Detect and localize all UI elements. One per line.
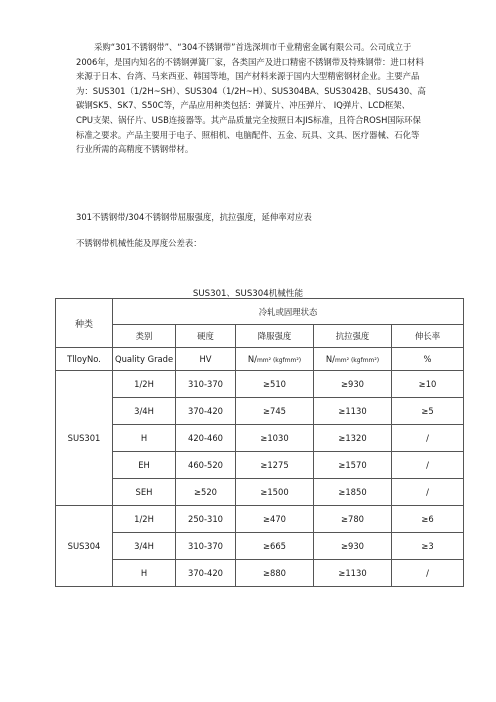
col-header-tensile: 抗拉强度 <box>314 325 392 348</box>
tensile-cell: ≥930 <box>314 371 392 398</box>
hv-cell: 310-370 <box>176 533 236 560</box>
table-row <box>56 452 464 479</box>
table-row <box>56 533 464 560</box>
tensile-cell: ≥1570 <box>314 452 392 479</box>
tensile-cell: ≥1130 <box>314 560 392 587</box>
grade-cell: SEH <box>113 479 176 506</box>
grade-cell: 3/4H <box>113 533 176 560</box>
unit-tensile-cell <box>314 348 392 371</box>
hv-cell: 310-370 <box>176 371 236 398</box>
mechanical-properties-table <box>55 298 464 587</box>
grade-cell: 3/4H <box>113 398 176 425</box>
unit-hv-cell: HV <box>176 348 236 371</box>
tensile-cell: ≥1320 <box>314 425 392 452</box>
unit-elongation-cell: % <box>392 348 464 371</box>
tensile-cell: ≥780 <box>314 506 392 533</box>
table-unit-row <box>56 348 464 371</box>
elongation-cell: / <box>392 560 464 587</box>
table-caption-line: 301不锈钢带/304不锈钢带屈服强度，抗拉强度，延伸率对应表 <box>76 212 312 222</box>
tensile-cell: ≥930 <box>314 533 392 560</box>
yield-cell: ≥510 <box>236 371 314 398</box>
grade-cell: 1/2H <box>113 371 176 398</box>
col-header-hardness: 硬度 <box>176 325 236 348</box>
tensile-cell: ≥1850 <box>314 479 392 506</box>
table-row <box>56 425 464 452</box>
table-row <box>56 479 464 506</box>
col-header-grade: 类别 <box>113 325 176 348</box>
table-row <box>56 398 464 425</box>
yield-cell: ≥470 <box>236 506 314 533</box>
hv-cell: 250-310 <box>176 506 236 533</box>
unit-grade-cell: Quality Grade <box>113 348 176 371</box>
col-header-elongation: 伸长率 <box>392 325 464 348</box>
grade-cell: 1/2H <box>113 506 176 533</box>
yield-cell: ≥1030 <box>236 425 314 452</box>
table-title: SUS301、SUS304机械性能 <box>192 289 304 299</box>
hv-cell: 460-520 <box>176 452 236 479</box>
elongation-cell: / <box>392 452 464 479</box>
yield-cell: ≥665 <box>236 533 314 560</box>
tensile-cell: ≥1130 <box>314 398 392 425</box>
unit-yield-cell <box>236 348 314 371</box>
intro-paragraph: 采购“301不锈钢带”、“304不锈钢带”首选深圳市千业精密金属有限公司。公司成立于2006年，是国内知名的不锈钢弹簧厂家，各类国产及进口精密不锈钢带及特殊钢带：进口材料来源于日本、台湾、马来西亚、韩国等地，国产材料来源于国内大型精密钢材企业。主要产品为：SUS301（1/2H~SH）、SUS304（1/2H~H）、SUS304BA、SUS3042B、SUS430、高碳钢SK5、SK7、S50C等，产品应用种类包括：弹簧片、冲压弹片、 IQ弹片、LCD框架、CPU支架、锅仔片、USB连接器等。其产品质量完全按照日本JIS标准，且符合ROSH国际环保标准之要求。产品主要用于电子、照相机、电脑配件、五金、玩具、文具、医疗器械、石化等行业所需的高精度不锈钢带材。 <box>76 42 426 155</box>
yield-cell: ≥880 <box>236 560 314 587</box>
yield-cell: ≥1275 <box>236 452 314 479</box>
yield-cell: ≥745 <box>236 398 314 425</box>
unit-tensile-small: mm² (kgfmm²) <box>334 357 380 364</box>
elongation-cell: ≥3 <box>392 533 464 560</box>
grade-cell: EH <box>113 452 176 479</box>
hv-cell: 370-420 <box>176 398 236 425</box>
group-header-cell: 冷轧或固理状态 <box>113 299 464 325</box>
unit-yield-small: mm² (kgfmm²) <box>256 357 302 364</box>
unit-yield-main: N/ <box>247 354 257 364</box>
table-row <box>56 371 464 398</box>
elongation-cell: ≥5 <box>392 398 464 425</box>
elongation-cell: / <box>392 425 464 452</box>
grade-cell: H <box>113 560 176 587</box>
col-header-yield: 降服强度 <box>236 325 314 348</box>
elongation-cell: ≥6 <box>392 506 464 533</box>
unit-tensile-main: N/ <box>325 354 335 364</box>
unit-alloy-cell: TlloyNo. <box>56 348 113 371</box>
elongation-cell: / <box>392 479 464 506</box>
category-header-cell: 种类 <box>56 299 113 348</box>
elongation-cell: ≥10 <box>392 371 464 398</box>
table-row <box>56 560 464 587</box>
group-name-cell-sus301: SUS301 <box>56 371 113 506</box>
hv-cell: 370-420 <box>176 560 236 587</box>
group-name-cell-sus304: SUS304 <box>56 506 113 587</box>
hv-cell: ≥520 <box>176 479 236 506</box>
table-column-header-row <box>56 325 464 348</box>
table-subcaption-line: 不锈钢带机械性能及厚度公差表： <box>76 238 202 248</box>
table-row <box>56 506 464 533</box>
yield-cell: ≥1500 <box>236 479 314 506</box>
grade-cell: H <box>113 425 176 452</box>
hv-cell: 420-460 <box>176 425 236 452</box>
table-header-row <box>56 299 464 325</box>
